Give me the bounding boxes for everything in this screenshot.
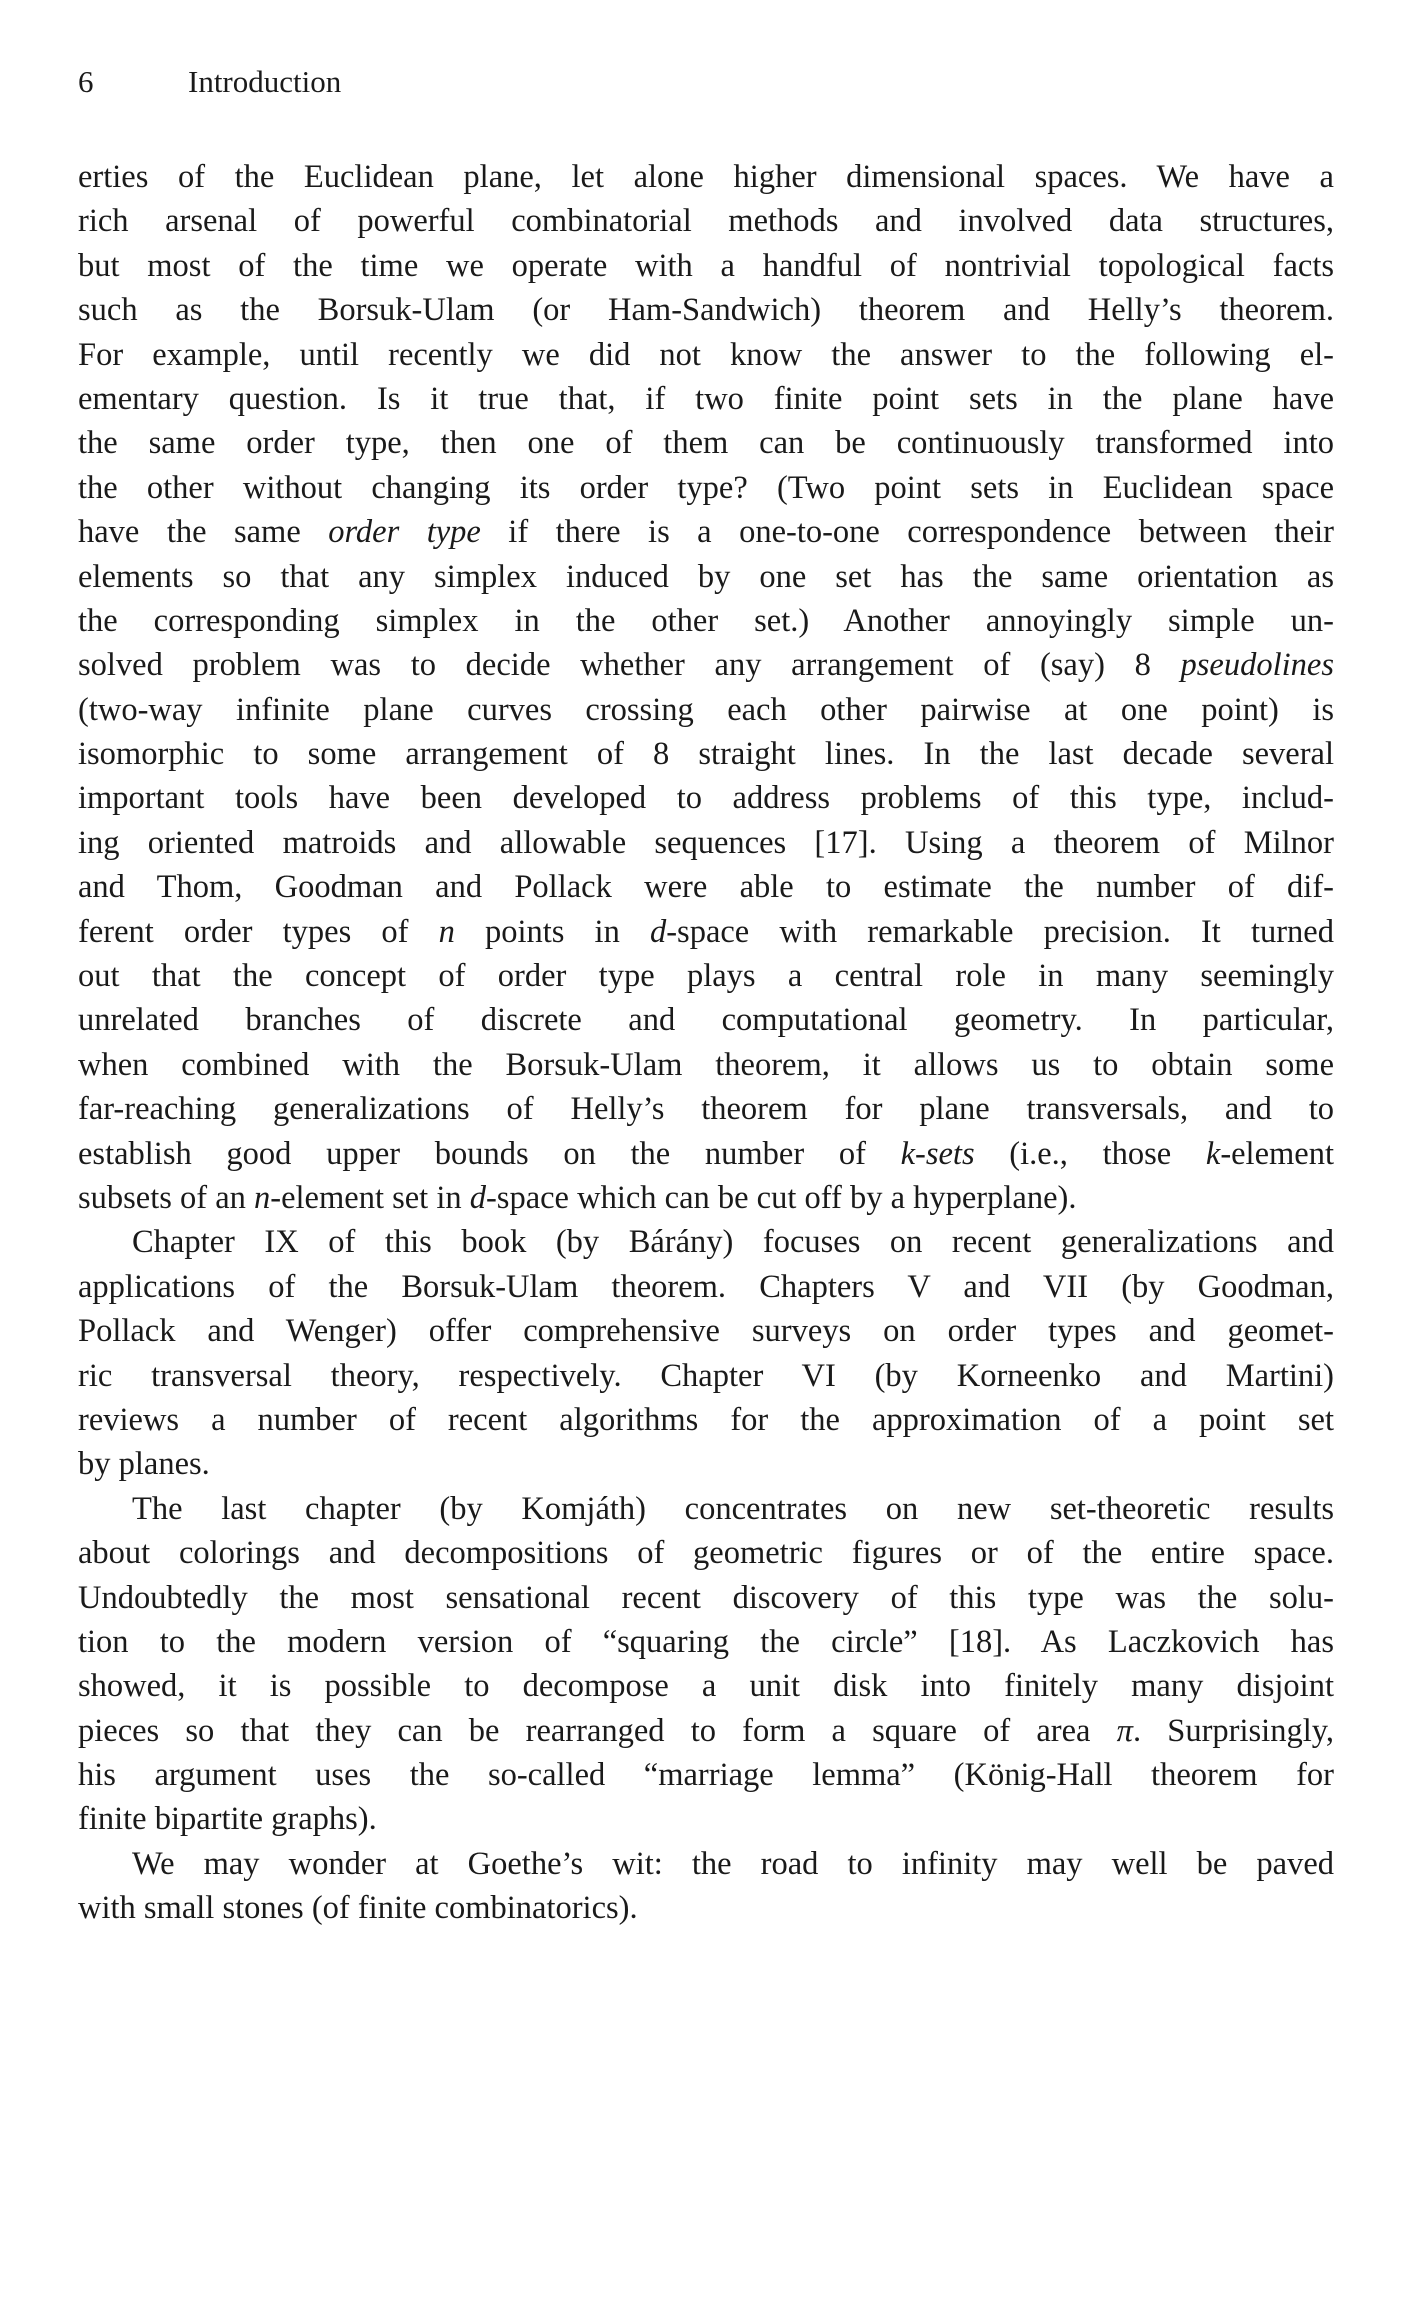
paragraph xyxy=(78,1220,1334,1486)
text-line xyxy=(78,954,1334,998)
text-line xyxy=(78,1753,1334,1797)
text-run: pieces so that they can be rearranged to form a square of area xyxy=(78,1712,1117,1749)
running-title: Introduction xyxy=(188,64,342,99)
text-line xyxy=(78,1442,1334,1486)
text-line xyxy=(78,244,1334,288)
text-run: elements so that any simplex induced by one set has the same orientation as xyxy=(78,558,1334,595)
text-line xyxy=(78,421,1334,465)
text-run: -space which can be cut off by a hyperplane). xyxy=(485,1179,1077,1216)
text-run: points in xyxy=(454,913,650,950)
text-line xyxy=(78,688,1334,732)
text-line xyxy=(78,1354,1334,1398)
text-line xyxy=(78,1664,1334,1708)
text-line xyxy=(78,1398,1334,1442)
text-run: erties of the Euclidean plane, let alone higher dimensional spaces. We have a xyxy=(78,159,1334,195)
text-run: solved problem was to decide whether any arrangement of (say) 8 xyxy=(78,647,1181,684)
text-run: We may wonder at Goethe’s wit: the road to infinity may well be paved xyxy=(132,1845,1334,1882)
text-line xyxy=(78,821,1334,865)
text-run: For example, until recently we did not know the answer to the following el- xyxy=(78,336,1334,373)
text-line xyxy=(78,555,1334,599)
text-run: (two-way infinite plane curves crossing each other pairwise at one point) is xyxy=(78,691,1334,728)
text-run: with small stones (of finite combinatorics). xyxy=(78,1890,638,1927)
text-line xyxy=(78,1487,1334,1531)
italic-term: n xyxy=(438,913,455,950)
text-run: and Thom, Goodman and Pollack were able to estimate the number of dif- xyxy=(78,869,1334,906)
text-line xyxy=(78,466,1334,510)
text-run: his argument uses the so-called “marriage lemma” (König-Hall theorem for xyxy=(78,1757,1334,1794)
text-run: out that the concept of order type plays a central role in many seemingly xyxy=(78,958,1334,995)
paragraph xyxy=(78,155,1334,1220)
text-run: isomorphic to some arrangement of 8 straight lines. In the last decade several xyxy=(78,736,1334,773)
text-run: . Surprisingly, xyxy=(1132,1712,1334,1749)
text-line xyxy=(78,333,1334,377)
italic-term: d xyxy=(649,913,667,950)
text-run: the corresponding simplex in the other set.) Another annoyingly simple un- xyxy=(78,602,1334,639)
text-line xyxy=(78,1043,1334,1087)
text-line xyxy=(78,865,1334,909)
text-line xyxy=(78,1620,1334,1664)
text-line xyxy=(78,1797,1334,1841)
text-run: -space with remarkable precision. It turned xyxy=(666,913,1334,950)
italic-term: n xyxy=(254,1179,271,1216)
paragraph xyxy=(78,1487,1334,1842)
text-line xyxy=(78,998,1334,1042)
text-run: reviews a number of recent algorithms for the approximation of a point set xyxy=(78,1401,1334,1438)
text-run: unrelated branches of discrete and computational geometry. In particular, xyxy=(78,1002,1334,1039)
text-run: establish good upper bounds on the number of xyxy=(78,1135,901,1172)
text-run: Chapter IX of this book (by Bárány) focuses on recent generalizations and xyxy=(132,1224,1334,1261)
text-line xyxy=(78,288,1334,332)
text-run: -element xyxy=(1220,1135,1334,1172)
text-line xyxy=(78,1176,1334,1220)
text-run: applications of the Borsuk-Ulam theorem. Chapters V and VII (by Goodman, xyxy=(78,1268,1334,1305)
text-line xyxy=(78,377,1334,421)
italic-term: order type xyxy=(328,514,481,551)
italic-term: k-sets xyxy=(900,1135,975,1172)
text-line xyxy=(78,776,1334,820)
text-run: the same order type, then one of them can be continuously transformed into xyxy=(78,425,1334,462)
text-run: important tools have been developed to address problems of this type, includ- xyxy=(78,780,1334,817)
italic-term: pseudolines xyxy=(1180,647,1334,684)
text-line xyxy=(78,1886,1334,1930)
text-line xyxy=(78,1265,1334,1309)
text-run: -element set in xyxy=(270,1179,470,1216)
text-run: ferent order types of xyxy=(78,913,439,950)
text-run: Pollack and Wenger) offer comprehensive surveys on order types and geomet- xyxy=(78,1313,1334,1350)
text-run: such as the Borsuk-Ulam (or Ham-Sandwich) theorem and Helly’s theorem. xyxy=(78,292,1334,329)
text-run: but most of the time we operate with a handful of nontrivial topological facts xyxy=(78,247,1334,284)
text-run: ric transversal theory, respectively. Chapter VI (by Korneenko and Martini) xyxy=(78,1357,1334,1394)
paragraph xyxy=(78,1842,1334,1931)
text-run: finite bipartite graphs). xyxy=(78,1801,377,1838)
text-line xyxy=(78,599,1334,643)
text-line xyxy=(78,1531,1334,1575)
text-line xyxy=(78,1087,1334,1131)
italic-term: k xyxy=(1205,1135,1221,1172)
text-run: rich arsenal of powerful combinatorial methods and involved data structures, xyxy=(78,203,1334,240)
text-run: about colorings and decompositions of geometric figures or of the entire space. xyxy=(78,1535,1334,1572)
text-run: when combined with the Borsuk-Ulam theorem, it allows us to obtain some xyxy=(78,1046,1334,1083)
text-line xyxy=(78,732,1334,776)
text-run: (i.e., those xyxy=(974,1135,1206,1172)
text-line xyxy=(78,1576,1334,1620)
italic-term: d xyxy=(469,1179,486,1216)
text-run: ementary question. Is it true that, if two finite point sets in the plane have xyxy=(78,380,1334,417)
text-line xyxy=(78,510,1334,554)
text-run: if there is a one-to-one correspondence between their xyxy=(480,514,1334,551)
text-line xyxy=(78,1309,1334,1353)
text-line xyxy=(78,155,1334,199)
text-run: showed, it is possible to decompose a unit disk into finitely many disjoint xyxy=(78,1668,1334,1705)
text-run: tion to the modern version of “squaring the circle” [18]. As Laczkovich has xyxy=(78,1623,1334,1660)
text-line xyxy=(78,1709,1334,1753)
text-line xyxy=(78,643,1334,687)
text-run: by planes. xyxy=(78,1446,210,1483)
text-line xyxy=(78,910,1334,954)
text-run: the other without changing its order type? (Two point sets in Euclidean space xyxy=(78,469,1334,506)
body-text xyxy=(78,155,1334,1931)
text-line xyxy=(78,1132,1334,1176)
text-run: Undoubtedly the most sensational recent discovery of this type was the solu- xyxy=(78,1579,1334,1616)
running-header xyxy=(78,62,341,102)
text-run: The last chapter (by Komjáth) concentrates on new set-theoretic results xyxy=(132,1490,1334,1527)
page-number: 6 xyxy=(78,64,94,99)
text-line xyxy=(78,1842,1334,1886)
text-run: ing oriented matroids and allowable sequences [17]. Using a theorem of Milnor xyxy=(78,824,1334,861)
text-line xyxy=(78,1220,1334,1264)
text-run: subsets of an xyxy=(78,1179,255,1216)
text-run: far-reaching generalizations of Helly’s theorem for plane transversals, and to xyxy=(78,1091,1334,1128)
text-run: have the same xyxy=(78,514,329,551)
text-line xyxy=(78,199,1334,243)
italic-term: π xyxy=(1116,1712,1133,1749)
